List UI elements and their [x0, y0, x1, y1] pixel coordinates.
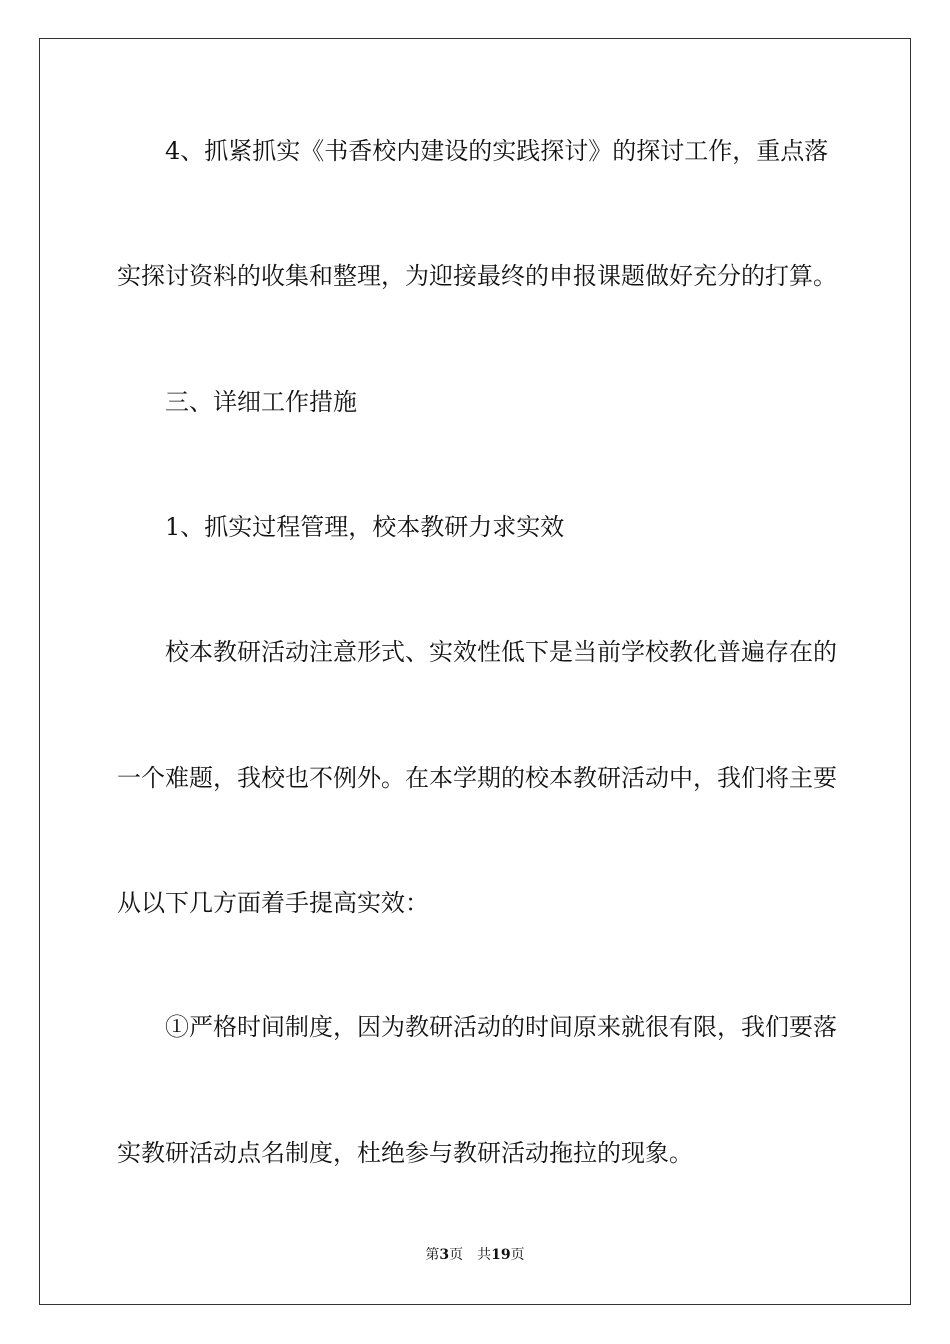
- footer-page-suffix: 页: [449, 1247, 464, 1263]
- footer-page-prefix: 第: [425, 1247, 440, 1263]
- footer-total-pages: 19: [491, 1247, 511, 1263]
- paragraph-line-2: 实探讨资料的收集和整理，为迎接最终的申报课题做好充分的打算。: [117, 262, 837, 290]
- footer-total-suffix: 页: [510, 1247, 525, 1263]
- page-border: [39, 38, 911, 1305]
- paragraph-line-7: 实教研活动点名制度，杜绝参与教研活动拖拉的现象。: [117, 1139, 693, 1167]
- paragraph-line-5: 从以下几方面着手提高实效：: [117, 889, 429, 917]
- paragraph-line-3: 校本教研活动注意形式、实效性低下是当前学校教化普遍存在的: [165, 638, 837, 666]
- paragraph-line-4: 一个难题，我校也不例外。在本学期的校本教研活动中，我们将主要: [117, 764, 837, 792]
- footer-total-prefix: 共: [477, 1247, 492, 1263]
- footer-page-number: 3: [439, 1247, 450, 1263]
- subsection-heading: 1、抓实过程管理，校本教研力求实效: [165, 513, 565, 541]
- paragraph-line-6: ①严格时间制度，因为教研活动的时间原来就很有限，我们要落: [165, 1013, 837, 1041]
- page-footer: [0, 1246, 950, 1264]
- section-heading: 三、详细工作措施: [165, 388, 357, 416]
- paragraph-line-1: 4、抓紧抓实《书香校内建设的实践探讨》的探讨工作，重点落: [165, 137, 829, 165]
